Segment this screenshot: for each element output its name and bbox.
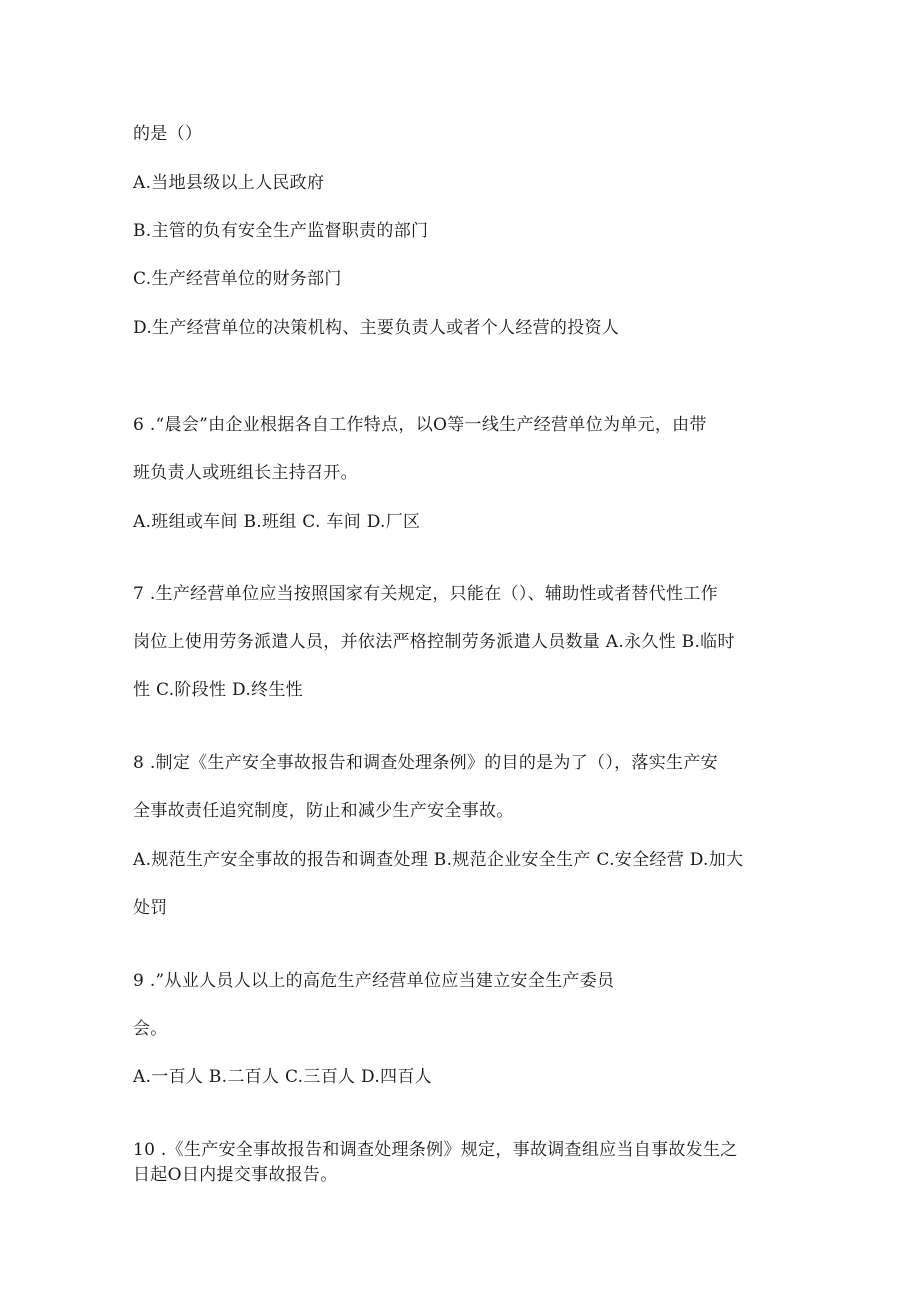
question-5-option-c: C.生产经营单位的财务部门 xyxy=(133,269,342,289)
question-5-option-d: D.生产经营单位的决策机构、主要负责人或者个人经营的投资人 xyxy=(133,318,620,338)
question-8-options: A.规范生产安全事故的报告和调查处理 B.规范企业安全生产 C.安全经营 D.加大 xyxy=(133,850,744,870)
question-8-options-continuation: 处罚 xyxy=(133,898,168,918)
question-10-stem-line-2: 日起O日内提交事故报告。 xyxy=(133,1165,338,1185)
question-9-options: A.一百人 B.二百人 C.三百人 D.四百人 xyxy=(133,1067,432,1087)
question-8-stem-line-1: 8 .制定《生产安全事故报告和调查处理条例》的目的是为了（），落实生产安 xyxy=(133,753,718,773)
question-9-stem-line-1: 9 .”从业人员人以上的高危生产经营单位应当建立安全生产委员 xyxy=(133,971,615,991)
question-5-option-b: B.主管的负有安全生产监督职责的部门 xyxy=(133,221,429,241)
question-6-stem-line-1: 6 .“晨会”由企业根据各自工作特点，以O等一线生产经营单位为单元，由带 xyxy=(133,415,707,435)
question-7-options-continuation: 性 C.阶段性 D.终生性 xyxy=(133,680,303,700)
question-5-option-a: A.当地县级以上人民政府 xyxy=(133,173,325,193)
question-9-stem-line-2: 会。 xyxy=(133,1019,168,1039)
question-10-stem-line-1: 10 .《生产安全事故报告和调查处理条例》规定，事故调查组应当自事故发生之 xyxy=(133,1140,738,1160)
question-6-stem-line-2: 班负责人或班组长主持召开。 xyxy=(133,463,358,483)
question-7-stem-line-1: 7 .生产经营单位应当按照国家有关规定，只能在（）、辅助性或者替代性工作 xyxy=(133,584,718,604)
question-7-stem-line-2: 岗位上使用劳务派遣人员，并依法严格控制劳务派遣人员数量 A.永久性 B.临时 xyxy=(133,632,735,652)
question-6-options: A.班组或车间 B.班组 C. 车间 D.厂区 xyxy=(133,512,421,532)
question-5-stem-continuation: 的是（） xyxy=(133,124,203,144)
question-8-stem-line-2: 全事故责任追究制度，防止和减少生产安全事故。 xyxy=(133,801,514,821)
